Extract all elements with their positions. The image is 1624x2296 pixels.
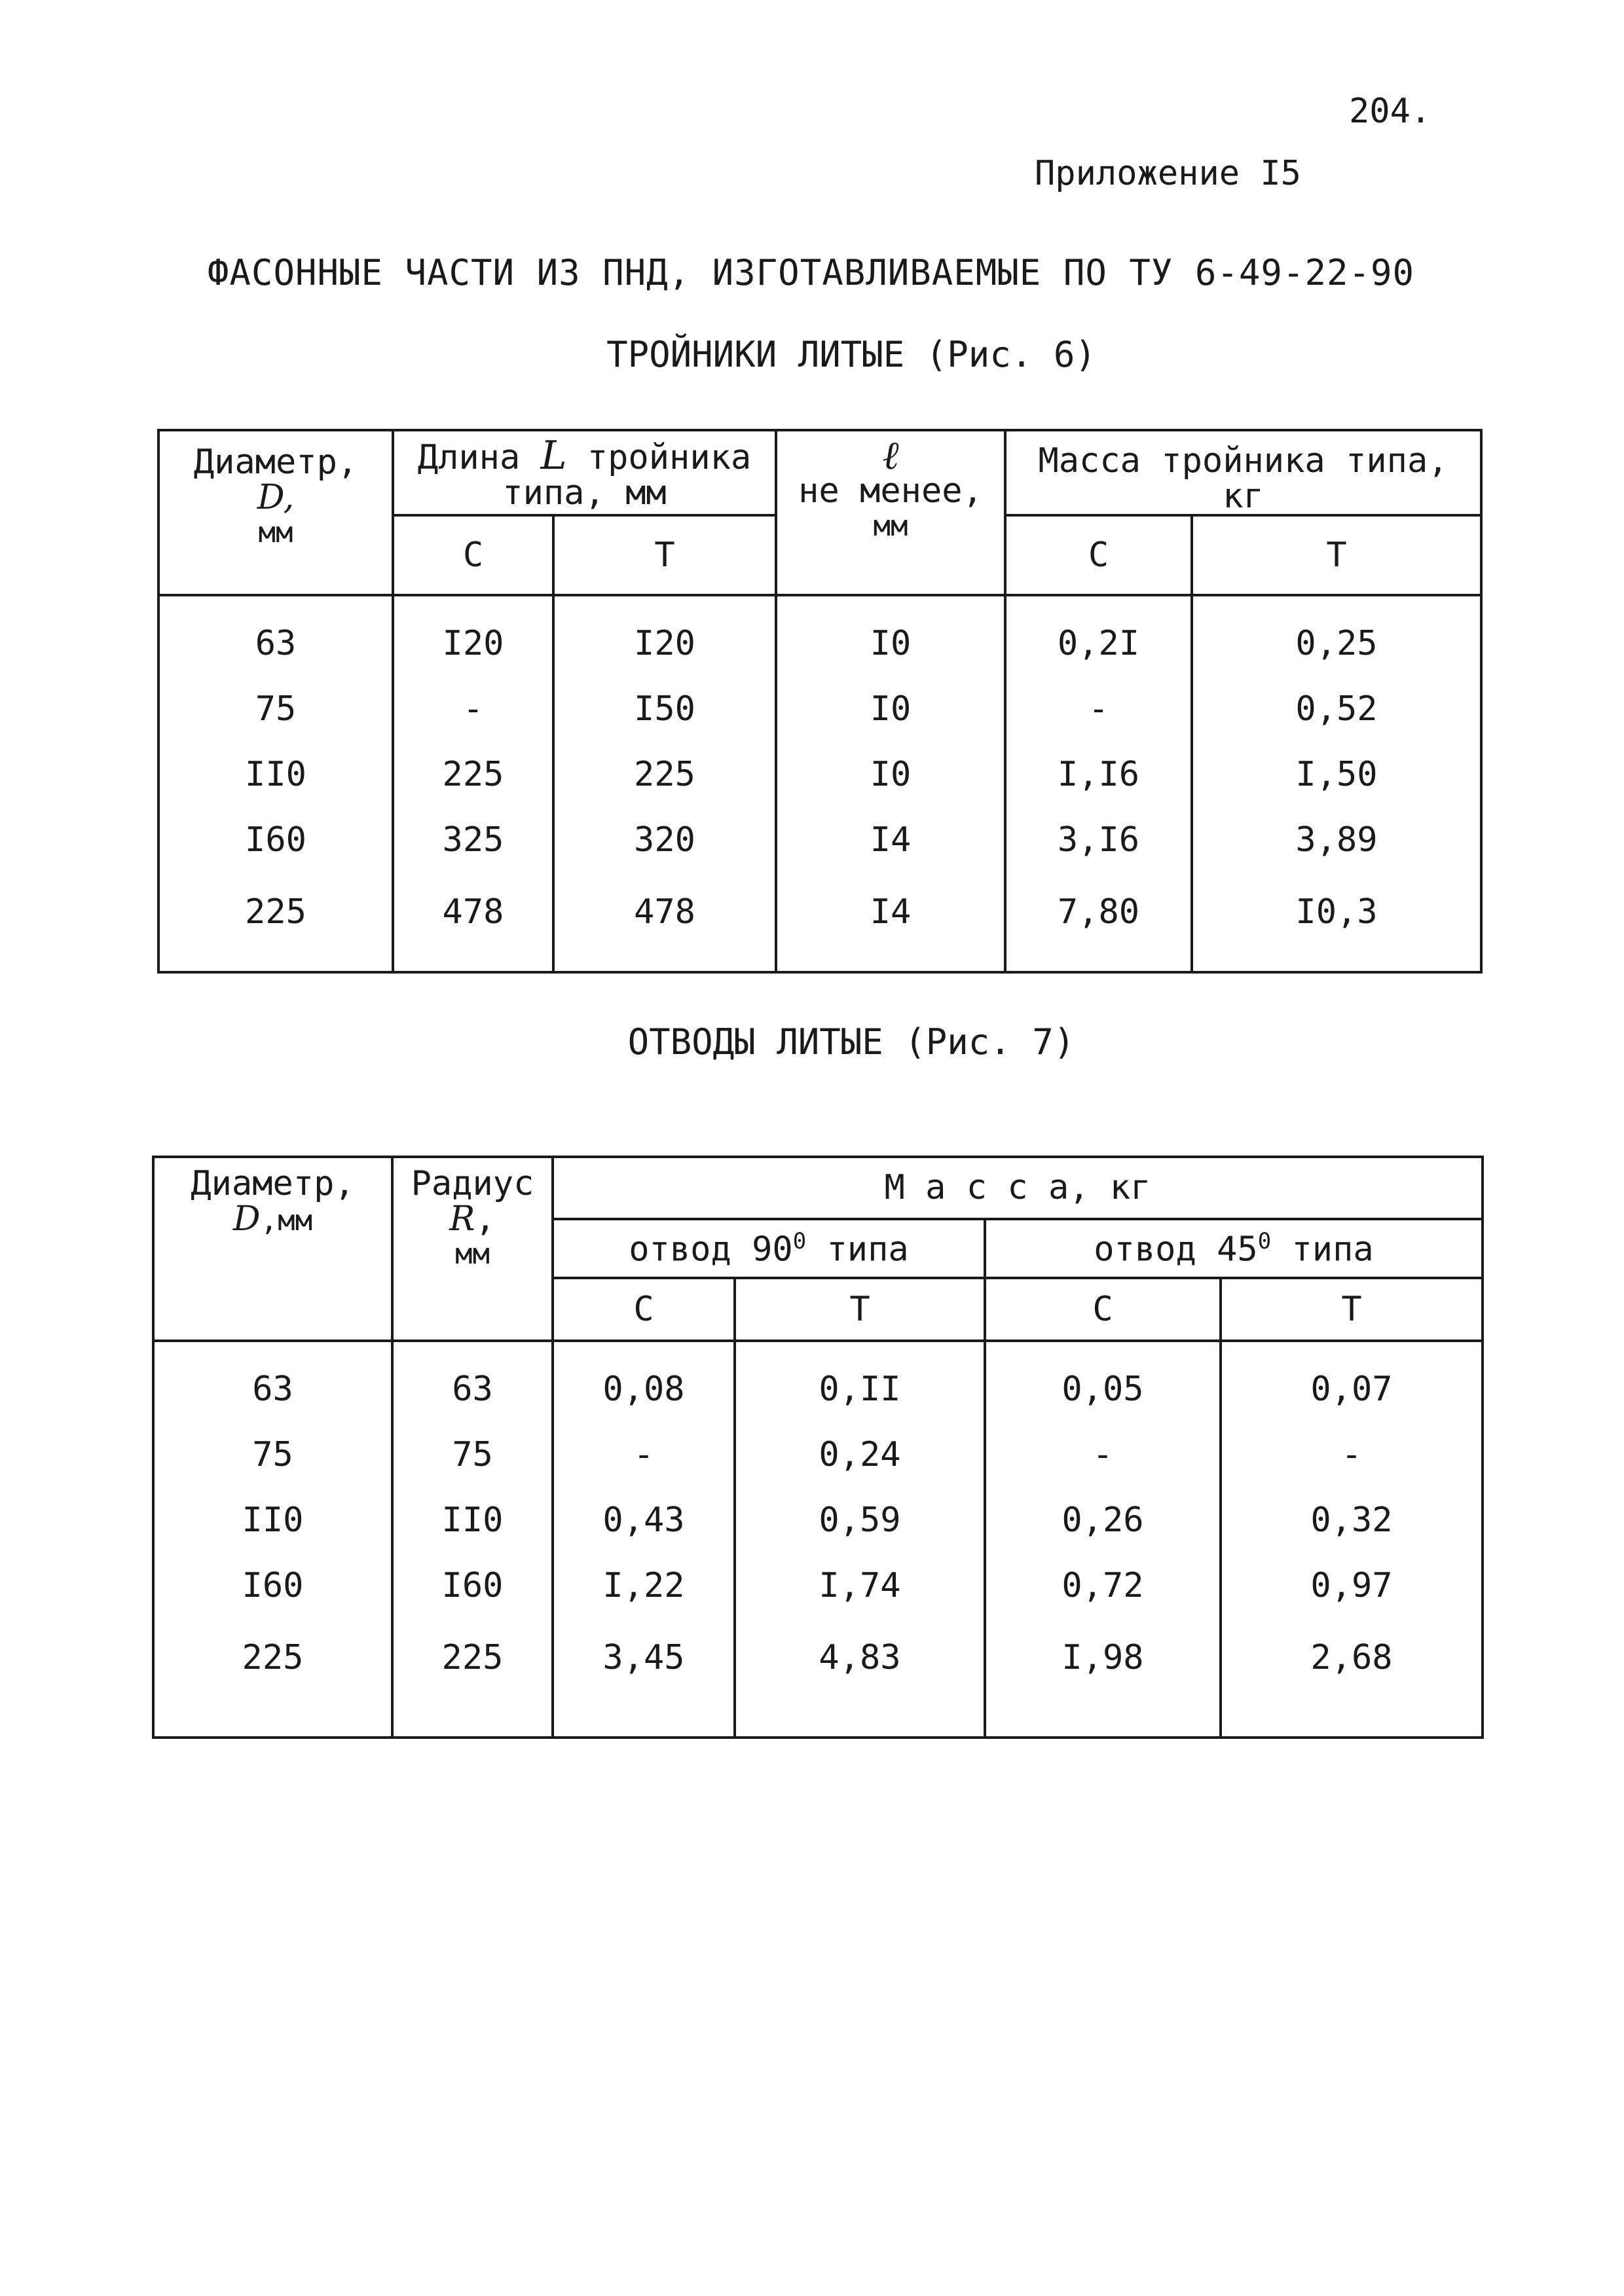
document-title: ФАСОННЫЕ ЧАСТИ ИЗ ПНД, ИЗГОТАВЛИВАЕМЫЕ ПО ТУ 6-49-22-90 — [207, 252, 1414, 293]
table-row — [158, 676, 1481, 742]
table1-caption: ТРОЙНИКИ ЛИТЫЕ (Рис. 6) — [606, 334, 1096, 375]
table-cell: 0,97 — [1221, 1553, 1483, 1618]
header-elbow-45-label: отвод 45 — [1094, 1230, 1258, 1269]
table-cell: II0 — [158, 742, 393, 807]
header-elbow-90-label: отвод 90 — [629, 1230, 793, 1269]
table-cell: I0 — [776, 742, 1005, 807]
header-elbow-45 — [985, 1219, 1483, 1278]
table-cell: 7,80 — [1005, 873, 1192, 972]
table-cell: 0,08 — [553, 1341, 735, 1422]
table-cell: 478 — [553, 873, 776, 972]
header-diameter-symbol: D, — [257, 478, 295, 517]
table-cell: I,50 — [1192, 742, 1481, 807]
header-length-t: Т — [553, 515, 776, 595]
table-cell: 63 — [158, 595, 393, 676]
header-diameter-label: Диаметр, — [191, 1164, 355, 1203]
table-cell: 478 — [393, 873, 553, 972]
header-mass: М а с с а, кг — [553, 1157, 1483, 1219]
table-cell: II0 — [392, 1487, 553, 1553]
table-cell: 75 — [392, 1422, 553, 1487]
table-row — [158, 595, 1481, 676]
table-cell: I,98 — [985, 1618, 1221, 1738]
header-diameter-label: Диаметр, — [193, 443, 358, 482]
table-cell: 225 — [553, 742, 776, 807]
table-cell: 225 — [392, 1618, 553, 1738]
table-cell: - — [1221, 1422, 1483, 1487]
header-mass-c: С — [1005, 515, 1192, 595]
header-length-label: Длина — [417, 438, 521, 477]
table-cell: I,I6 — [1005, 742, 1192, 807]
table-cell: I4 — [776, 873, 1005, 972]
table-cell: 63 — [392, 1341, 553, 1422]
table-cell: 75 — [158, 676, 393, 742]
header-length-unit: типа, мм — [502, 473, 667, 513]
table-cell: 0,72 — [985, 1553, 1221, 1618]
table-cell: I,22 — [553, 1553, 735, 1618]
header-diameter-unit: ,мм — [260, 1204, 313, 1237]
table-cell: - — [985, 1422, 1221, 1487]
table-cell: 0,07 — [1221, 1341, 1483, 1422]
elbows-table — [152, 1156, 1484, 1739]
appendix-label: Приложение I5 — [1035, 154, 1301, 193]
table-cell: I4 — [776, 807, 1005, 873]
table-cell: 3,I6 — [1005, 807, 1192, 873]
header-mass-label: Масса тройника типа, — [1038, 441, 1449, 481]
table-cell: 3,89 — [1192, 807, 1481, 873]
table-cell: - — [553, 1422, 735, 1487]
table-cell: 0,26 — [985, 1487, 1221, 1553]
header-radius-unit: мм — [455, 1237, 490, 1271]
table-cell: I20 — [393, 595, 553, 676]
table-cell: 2,68 — [1221, 1618, 1483, 1738]
header-l-label: не менее, — [798, 471, 983, 511]
table-cell: I0 — [776, 595, 1005, 676]
table-cell: 0,43 — [553, 1487, 735, 1553]
header-elbow-90-type: типа — [806, 1230, 909, 1269]
header-45-t: Т — [1221, 1278, 1483, 1341]
header-diameter — [158, 430, 393, 595]
table-cell: 75 — [153, 1422, 392, 1487]
header-90-c: С — [553, 1278, 735, 1341]
header-l-min — [776, 430, 1005, 595]
table-cell: 0,32 — [1221, 1487, 1483, 1553]
table-cell: - — [393, 676, 553, 742]
table-cell: I,74 — [735, 1553, 985, 1618]
table-row — [158, 873, 1481, 972]
table-cell: I60 — [158, 807, 393, 873]
header-length-c: С — [393, 515, 553, 595]
table-cell: 0,59 — [735, 1487, 985, 1553]
table-cell: 320 — [553, 807, 776, 873]
table-cell: 0,2I — [1005, 595, 1192, 676]
table-cell: I20 — [553, 595, 776, 676]
tees-table — [157, 429, 1483, 974]
table-cell: 4,83 — [735, 1618, 985, 1738]
table-cell: II0 — [153, 1487, 392, 1553]
table-row — [158, 807, 1481, 873]
table-cell: I0,3 — [1192, 873, 1481, 972]
header-elbow-90 — [553, 1219, 985, 1278]
header-length — [393, 430, 776, 515]
table-cell: 225 — [158, 873, 393, 972]
header-diameter-symbol: D — [232, 1199, 261, 1239]
table-cell: 3,45 — [553, 1618, 735, 1738]
header-length-symbol: L — [540, 433, 567, 479]
header-elbow-45-type: типа — [1271, 1230, 1374, 1269]
table-row — [153, 1422, 1483, 1487]
header-radius-comma: , — [475, 1199, 496, 1239]
table-cell: 63 — [153, 1341, 392, 1422]
table-cell: 0,25 — [1192, 595, 1481, 676]
table-cell: 225 — [153, 1618, 392, 1738]
table-cell: 0,05 — [985, 1341, 1221, 1422]
degree-mark: 0 — [792, 1228, 807, 1254]
table-row — [153, 1341, 1483, 1422]
table-cell: 0,24 — [735, 1422, 985, 1487]
table-row — [153, 1553, 1483, 1618]
header-radius — [392, 1157, 553, 1341]
table-cell: - — [1005, 676, 1192, 742]
header-l-unit: мм — [873, 509, 908, 543]
header-45-c: С — [985, 1278, 1221, 1341]
header-mass-unit: кг — [1223, 477, 1264, 516]
header-radius-symbol: R — [449, 1199, 475, 1239]
table-cell: 325 — [393, 807, 553, 873]
table-row — [153, 1618, 1483, 1738]
table-cell: I50 — [553, 676, 776, 742]
header-length-label-b: тройника — [587, 438, 752, 477]
header-mass-t: Т — [1192, 515, 1481, 595]
table-cell: 0,II — [735, 1341, 985, 1422]
table-row — [158, 742, 1481, 807]
header-radius-label: Радиус — [411, 1164, 534, 1203]
table-cell: I60 — [153, 1553, 392, 1618]
table-cell: 0,52 — [1192, 676, 1481, 742]
header-90-t: Т — [735, 1278, 985, 1341]
header-l-symbol: ℓ — [882, 433, 899, 479]
header-mass — [1005, 430, 1481, 515]
table2-caption: ОТВОДЫ ЛИТЫЕ (Рис. 7) — [627, 1021, 1075, 1063]
page-number: 204. — [1349, 92, 1431, 131]
table-cell: I60 — [392, 1553, 553, 1618]
table-cell: 225 — [393, 742, 553, 807]
header-diameter — [153, 1157, 392, 1341]
table-cell: I0 — [776, 676, 1005, 742]
degree-mark: 0 — [1257, 1228, 1272, 1254]
table-row — [153, 1487, 1483, 1553]
header-diameter-unit: мм — [258, 516, 293, 549]
